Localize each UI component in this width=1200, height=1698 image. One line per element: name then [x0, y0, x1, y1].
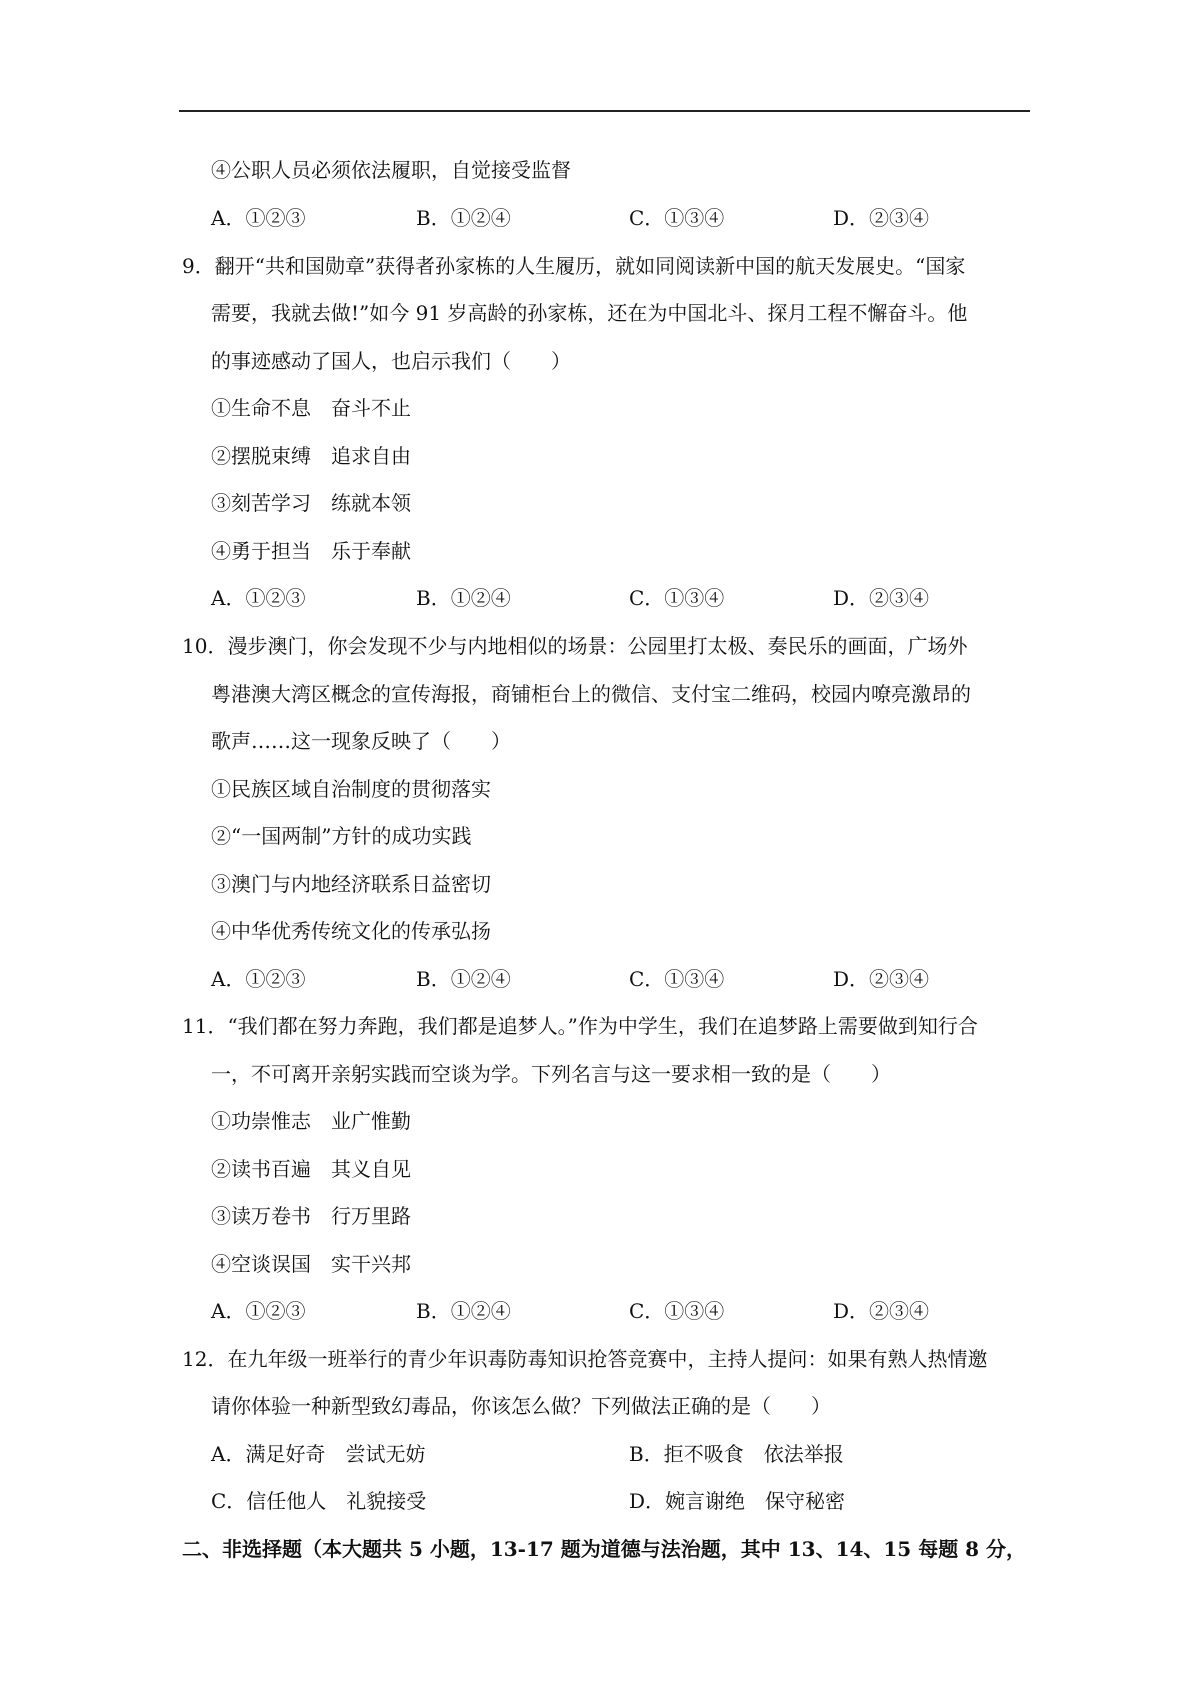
q10-item-4: ④中华优秀传统文化的传承弘扬: [211, 919, 491, 943]
q8-option-d: D．②③④: [833, 206, 930, 230]
q12-stem-line-2: 请你体验一种新型致幻毒品，你该怎么做？下列做法正确的是（ ）: [211, 1394, 831, 1418]
q12-option-c: C．信任他人 礼貌接受: [211, 1489, 427, 1513]
q9-option-b: B．①②④: [416, 586, 511, 610]
q10-item-3: ③澳门与内地经济联系日益密切: [211, 872, 491, 896]
q9-option-a: A．①②③: [211, 586, 306, 610]
q9-stem-line-3: 的事迹感动了国人，也启示我们（ ）: [211, 349, 571, 373]
q12-option-a: A．满足好奇 尝试无妨: [211, 1442, 426, 1466]
q11-item-3: ③读万卷书 行万里路: [211, 1204, 411, 1228]
q8-item-4: ④公职人员必须依法履职，自觉接受监督: [211, 158, 571, 182]
section-2-heading: 二、非选择题（本大题共 5 小题，13-17 题为道德与法治题，其中 13、14、15 每题 8 分，: [182, 1537, 1027, 1561]
q10-option-c: C．①③④: [629, 967, 725, 991]
q11-item-2: ②读书百遍 其义自见: [211, 1157, 411, 1181]
q11-item-1: ①功崇惟志 业广惟勤: [211, 1109, 411, 1133]
q10-stem-line-1: 10．漫步澳门，你会发现不少与内地相似的场景：公园里打太极、奏民乐的画面，广场外: [182, 634, 968, 658]
q9-item-4: ④勇于担当 乐于奉献: [211, 539, 411, 563]
q10-stem-line-2: 粤港澳大湾区概念的宣传海报，商铺柜台上的微信、支付宝二维码，校园内嘹亮激昂的: [211, 682, 971, 706]
q9-stem-line-2: 需要，我就去做!”如今 91 岁高龄的孙家栋，还在为中国北斗、探月工程不懈奋斗。他: [211, 301, 968, 325]
q8-option-c: C．①③④: [629, 206, 725, 230]
q10-item-1: ①民族区域自治制度的贯彻落实: [211, 777, 491, 801]
q12-option-d: D．婉言谢绝 保守秘密: [629, 1489, 846, 1513]
q11-option-d: D．②③④: [833, 1299, 930, 1323]
q9-stem-line-1: 9．翻开“共和国勋章”获得者孙家栋的人生履历，就如同阅读新中国的航天发展史。“国家: [182, 254, 966, 278]
q10-stem-line-3: 歌声……这一现象反映了（ ）: [211, 729, 511, 753]
q12-option-b: B．拒不吸食 依法举报: [629, 1442, 844, 1466]
q10-option-d: D．②③④: [833, 967, 930, 991]
q10-option-b: B．①②④: [416, 967, 511, 991]
q8-option-a: A．①②③: [211, 206, 306, 230]
q10-item-2: ②“一国两制”方针的成功实践: [211, 824, 472, 848]
q11-option-b: B．①②④: [416, 1299, 511, 1323]
q9-item-2: ②摆脱束缚 追求自由: [211, 444, 411, 468]
q12-stem-line-1: 12．在九年级一班举行的青少年识毒防毒知识抢答竞赛中，主持人提问：如果有熟人热情邀: [182, 1347, 988, 1371]
q9-option-c: C．①③④: [629, 586, 725, 610]
header-rule: [179, 110, 1030, 112]
q11-option-a: A．①②③: [211, 1299, 306, 1323]
q9-item-1: ①生命不息 奋斗不止: [211, 396, 411, 420]
q8-option-b: B．①②④: [416, 206, 511, 230]
q9-item-3: ③刻苦学习 练就本领: [211, 491, 411, 515]
q11-item-4: ④空谈误国 实干兴邦: [211, 1252, 411, 1276]
q11-stem-line-2: 一，不可离开亲躬实践而空谈为学。下列名言与这一要求相一致的是（ ）: [211, 1062, 891, 1086]
q10-option-a: A．①②③: [211, 967, 306, 991]
q11-option-c: C．①③④: [629, 1299, 725, 1323]
q11-stem-line-1: 11．“我们都在努力奔跑，我们都是追梦人。”作为中学生，我们在追梦路上需要做到知行合: [182, 1014, 978, 1038]
q9-option-d: D．②③④: [833, 586, 930, 610]
